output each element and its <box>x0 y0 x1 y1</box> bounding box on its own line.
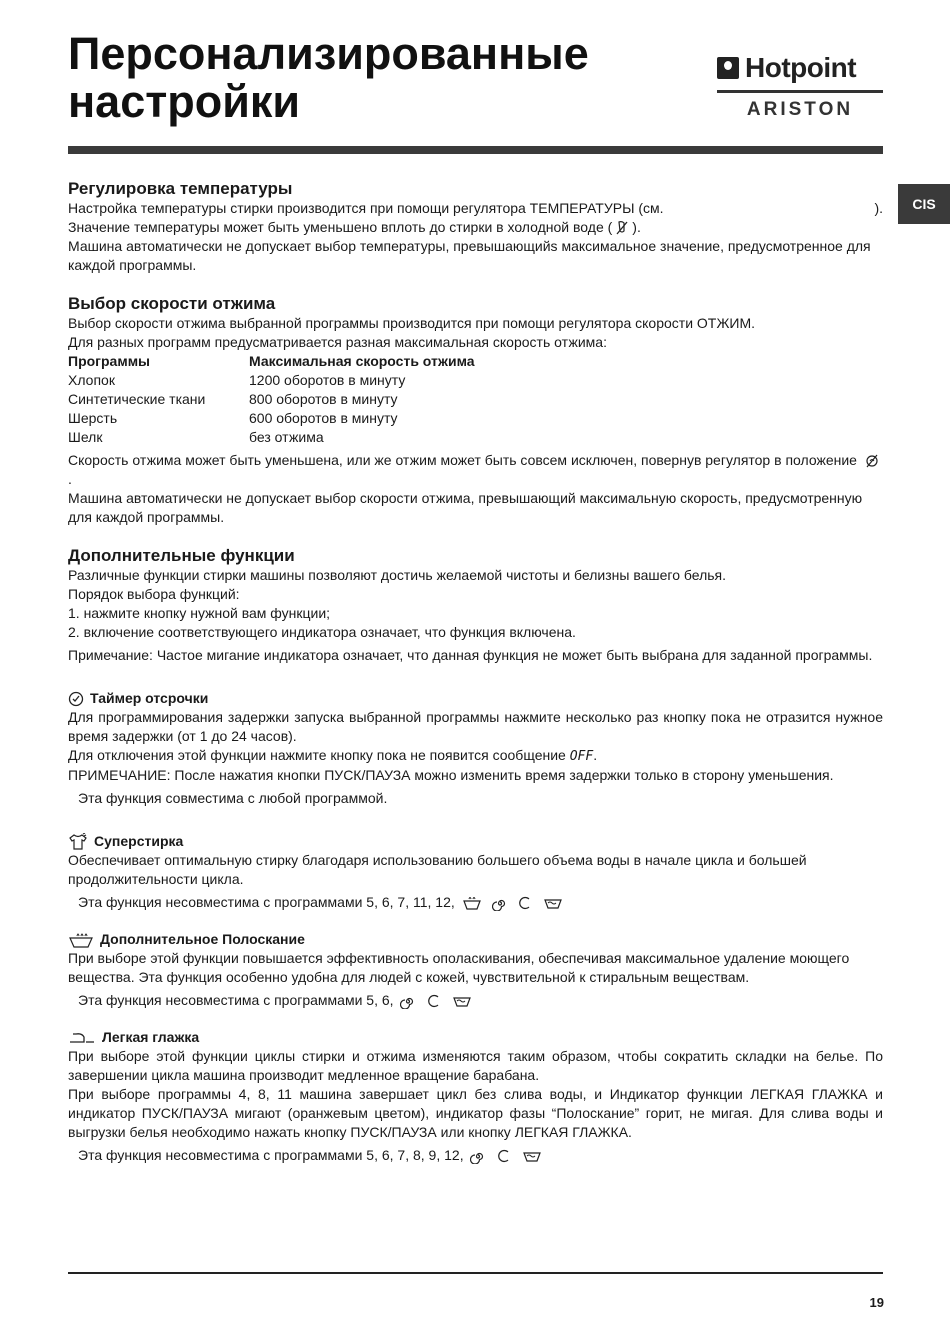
spin-table-cell: 800 оборотов в минуту <box>249 391 398 407</box>
delay-timer-section <box>68 689 883 808</box>
temperature-line-2: Значение температуры может быть уменьшено вплоть до стирки в холодной воде ( ). <box>68 219 641 235</box>
wash-basin-icon <box>452 993 472 1009</box>
functions-heading: Дополнительные функции <box>68 546 295 565</box>
temperature-line-1: Настройка температуры стирки производится при помощи регулятора ТЕМПЕРАТУРЫ (см. ). <box>68 200 883 216</box>
page-content <box>68 178 883 1165</box>
spin-intro-2: Для разных программ предусматривается разная максимальная скорость отжима: <box>68 334 607 350</box>
drain-icon <box>426 993 442 1009</box>
logo-divider <box>717 90 883 93</box>
easy-iron-heading: Легкая глажка <box>68 1028 883 1047</box>
extra-rinse-section <box>68 930 883 1010</box>
footer-divider <box>68 1272 883 1274</box>
iron-icon <box>68 1031 96 1045</box>
timer-icon <box>68 691 84 707</box>
temperature-heading: Регулировка температуры <box>68 179 293 198</box>
rinse-basin-icon <box>462 895 482 911</box>
temperature-section <box>68 178 883 275</box>
spin-table-header: Программы <box>68 353 151 369</box>
spin-table-cell: 600 оборотов в минуту <box>249 410 398 426</box>
easy-iron-text-1: При выборе этой функции циклы стирки и отжима изменяются таким образом, чтобы сократить складки на белье. По завершении цикла машина производит медленное вращение барабана. <box>68 1048 883 1083</box>
super-wash-heading: Суперстирка <box>68 832 883 851</box>
super-wash-section <box>68 832 883 912</box>
delay-timer-heading: Таймер отсрочки <box>68 689 883 708</box>
spin-table-cell: 1200 оборотов в минуту <box>249 372 406 388</box>
title-line-2: настройки <box>68 76 301 127</box>
functions-step-1: 1. нажмите кнопку нужной вам функции; <box>68 605 331 621</box>
no-spin-icon <box>864 454 880 468</box>
super-wash-text: Обеспечивает оптимальную стирку благодаря использованию большего объема воды в начале цикла и большей продолжительности цикла. <box>68 852 807 887</box>
logo-brand-text: Hotpoint <box>745 52 857 83</box>
delay-timer-text-1: Для программирования задержки запуска выбранной программы нажмите несколько раз кнопку пока не отразится нужное время задержки (от 1 до 24 часов). <box>68 709 883 744</box>
functions-step-2: 2. включение соответствующего индикатора означает, что функция включена. <box>68 624 576 640</box>
extra-rinse-compat: Эта функция несовместима с программами 5, 6, <box>68 991 883 1010</box>
spin-icon <box>470 1148 486 1164</box>
spin-icon <box>400 993 416 1009</box>
page-title <box>68 30 589 126</box>
off-display-code: OFF <box>569 749 594 764</box>
drain-icon <box>496 1148 512 1164</box>
spin-intro-1: Выбор скорости отжима выбранной программы производится при помощи регулятора скорости ОТЖИМ. <box>68 315 756 331</box>
spin-table-cell: без отжима <box>249 429 324 445</box>
wash-basin-icon <box>543 895 563 911</box>
drain-icon <box>517 895 533 911</box>
cold-wash-icon <box>615 220 629 236</box>
delay-timer-text-2: Для отключения этой функции нажмите кнопку пока не появится сообщение OFF. <box>68 747 598 764</box>
easy-iron-compat: Эта функция несовместима с программами 5, 6, 7, 8, 9, 12, <box>68 1146 883 1165</box>
spin-icon <box>492 895 508 911</box>
super-wash-compat: Эта функция несовместима с программами 5, 6, 7, 11, 12, <box>68 893 883 912</box>
shirt-icon <box>68 833 88 851</box>
extra-rinse-heading: Дополнительное Полоскание <box>68 930 883 949</box>
spin-table-cell: Хлопок <box>68 372 115 388</box>
extra-rinse-text: При выборе этой функции повышается эффективность ополаскивания, обеспечивая максимальное удаление моющего вещества. Эта функция особенно удобна для людей с кожей, чувствительной к стиральным веществам. <box>68 950 850 985</box>
spin-table-cell: Синтетические ткани <box>68 391 206 407</box>
functions-line-1: Различные функции стирки машины позволяют достичь желаемой чистоты и белизны вашего белья. <box>68 567 726 583</box>
spin-section <box>68 293 883 527</box>
functions-line-2: Порядок выбора функций: <box>68 586 240 602</box>
functions-note: Примечание: Частое мигание индикатора означает, что данная функция не может быть выбрана для заданной программы. <box>68 647 873 663</box>
spin-table-cell: Шерсть <box>68 410 118 426</box>
functions-section <box>68 545 883 665</box>
logo-mark-icon <box>717 57 739 79</box>
temperature-line-3: Машина автоматически не допускает выбор температуры, превышающийs максимальное значение, предусмотренное для каждой программы. <box>68 238 871 273</box>
title-line-1: Персонализированные <box>68 28 589 79</box>
delay-timer-compat: Эта функция совместима с любой программой. <box>78 790 388 806</box>
brand-logo <box>717 52 883 124</box>
spin-heading: Выбор скорости отжима <box>68 294 276 313</box>
page-number: 19 <box>869 1295 884 1310</box>
easy-iron-section <box>68 1028 883 1165</box>
logo-sub-text: ARISTON <box>746 99 854 120</box>
spin-note-2: Машина автоматически не допускает выбор скорости отжима, превышающий максимальную скорость, предусмотренную для каждой программы. <box>68 490 863 525</box>
extra-rinse-icon <box>68 931 94 949</box>
spin-table-cell: Шелк <box>68 429 103 445</box>
spin-table <box>68 352 883 447</box>
easy-iron-text-2: При выборе программы 4, 8, 11 машина завершает цикл без слива воды, и Индикатор функции ЛЕГКАЯ ГЛАЖКА и индикатор ПУСК/ПАУЗА мигают (оранжевым цветом), индикатор фазы “Полоскание” горит, не мигая. Для слива воды и выгрузки белья необходимо нажать кнопку ПУСК/ПАУЗА или кнопку ЛЕГКАЯ ГЛАЖКА. <box>68 1086 883 1140</box>
delay-timer-text-3: ПРИМЕЧАНИЕ: После нажатия кнопки ПУСК/ПАУЗА можно изменить время задержки только в сторону уменьшения. <box>68 767 834 783</box>
header-bar <box>68 146 883 154</box>
spin-table-header: Максимальная скорость отжима <box>249 353 475 369</box>
wash-basin-icon <box>522 1148 542 1164</box>
language-tab: CIS <box>898 184 950 224</box>
spin-note-1: Скорость отжима может быть уменьшена, или же отжим может быть совсем исключен, повернув регулятор в положение . <box>68 451 883 489</box>
